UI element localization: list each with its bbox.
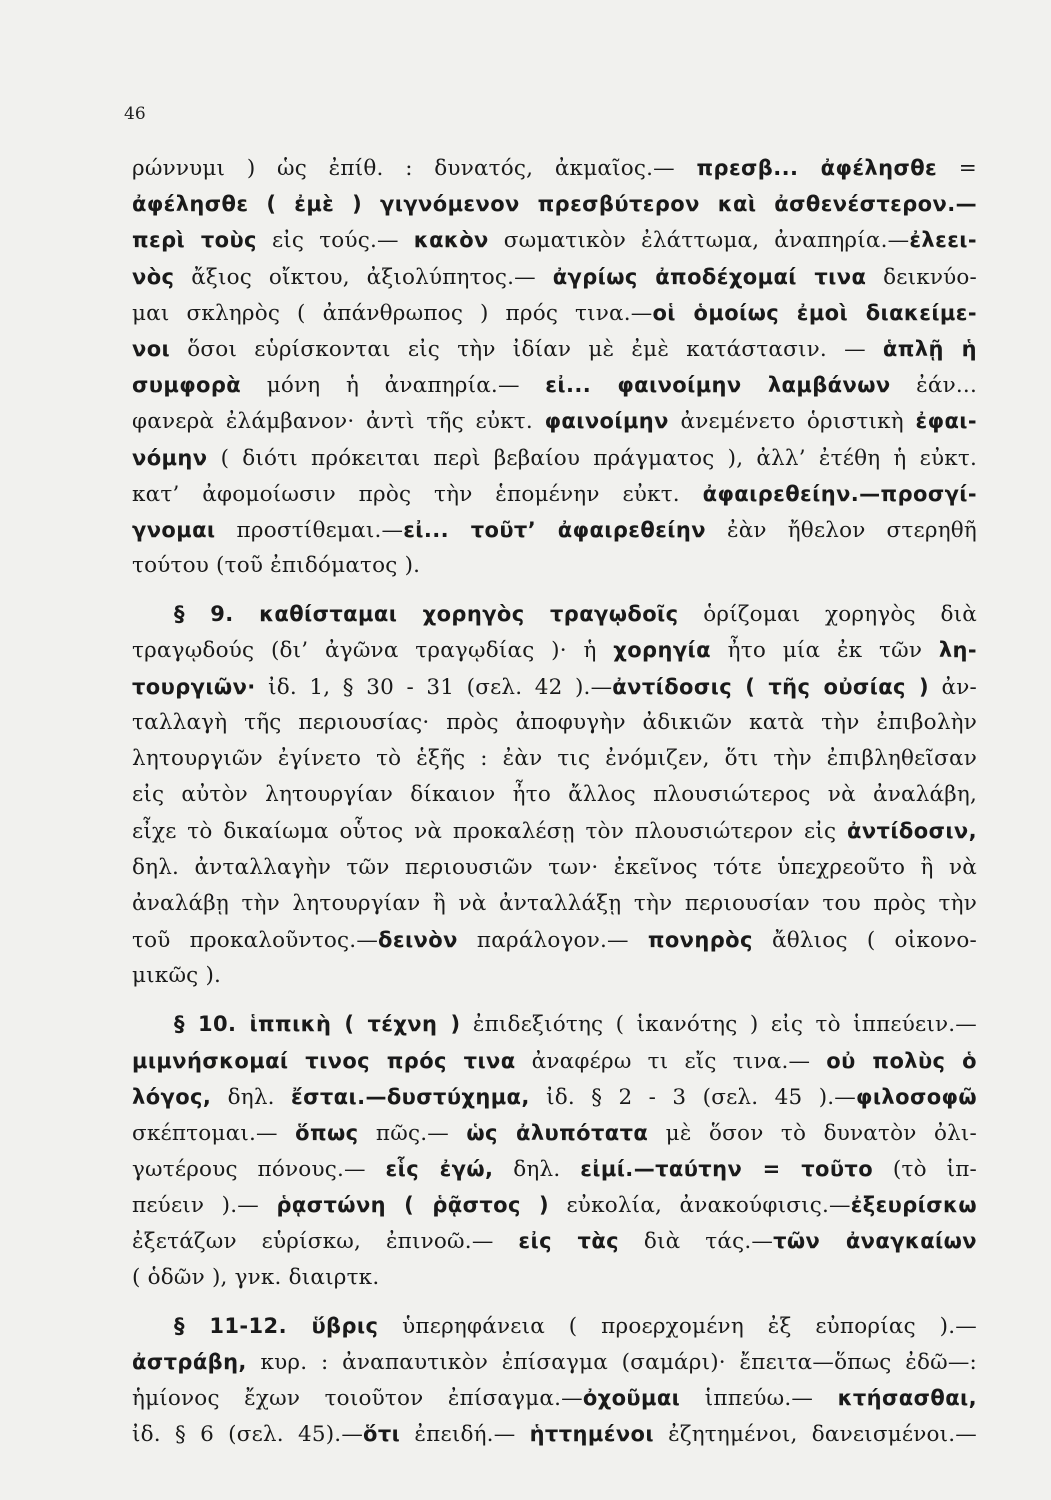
text-line [132,548,977,584]
keyword-term: λη- [938,638,977,663]
text-line [132,1043,977,1079]
gloss-text: πῶς.— [358,1120,467,1146]
gloss-text: ἐξετάζων εὑρίσκω, ἐπινοῶ.— [132,1229,519,1255]
keyword-term: ὅπως [295,1120,359,1145]
text-line [132,1079,977,1115]
gloss-text: μόνη ἡ ἀναπηρία.— [241,373,546,399]
text-line [132,922,977,958]
keyword-term: πρεσβ... ἀφέλησθε [696,156,938,180]
text-line [132,1006,977,1042]
keyword-term: εἰ... τοῦτ’ ἀφαιρεθείην [403,517,706,542]
keyword-term: § 10. ἱππικὴ ( τέχνη ) [174,1012,461,1037]
gloss-text: ἀνεμένετο ὁριστικὴ [668,409,916,435]
text-line [132,150,977,186]
document-body [132,150,977,1453]
gloss-text: τραγῳδούς (δι’ ἀγῶνα τραγῳδίας )· ἡ [132,638,614,664]
gloss-text: ἦτο μία ἐκ τῶν [710,638,939,664]
text-line [132,1344,977,1380]
page-number: 46 [124,104,146,124]
gloss-text: ἐάν... [890,373,977,399]
gloss-text: εὐκολία, ἀνακούφισις.— [548,1193,851,1219]
text-line [132,1308,977,1344]
gloss-text: ὅσοι εὑρίσκονται εἰς τὴν ἰδίαν μὲ ἐμὲ κατάστασιν. — [170,336,883,362]
gloss-text: δηλ. ἀνταλλαγὴν τῶν περιουσιῶν των· ἐκεῖνος τότε ὑπεχρεοῦτο ἢ νὰ [132,854,977,880]
keyword-term: § 9. καθίσταμαι χορηγὸς τραγῳδοῖς [174,602,679,627]
gloss-text: ἐπιδεξιότης ( ἱκανότης ) εἰς τὸ ἱππεύειν.— [460,1012,977,1038]
keyword-term: συμφορὰ [132,373,242,398]
gloss-text: διὰ τάς.— [619,1229,774,1255]
gloss-text: γωτέρους πόνους.— [132,1157,386,1183]
keyword-term: νόμην [132,445,208,470]
text-line [132,259,977,295]
gloss-text: μὲ ὅσον τὸ δυνατὸν ὀλι- [648,1120,978,1146]
keyword-term: εἰ... φαινοίμην λαμβάνων [545,373,891,398]
keyword-term: ὡς ἀλυπότατα [466,1120,649,1145]
keyword-term: ἀφαιρεθείην.—προσγί- [702,481,977,506]
keyword-term: ἁπλῇ ἡ [882,336,977,361]
keyword-term: ἀντίδοσιν, [847,819,977,844]
keyword-term: εἰμί.—ταύτην = τοῦτο [580,1157,874,1182]
gloss-text: κατ’ ἀφομοίωσιν πρὸς τὴν ἑπομένην εὐκτ. [132,481,703,507]
keyword-term: γνομαι [132,517,216,542]
gloss-text: σωματικὸν ἐλάττωμα, ἀναπηρία.— [488,228,910,254]
text-line [132,1115,977,1151]
gloss-text: ἄξιος οἴκτου, ἀξιολύπητος.— [174,264,553,290]
text-line [132,850,977,886]
keyword-term: λόγος, [132,1084,212,1109]
gloss-text: ἱππεύω.— [680,1386,838,1412]
gloss-text: ἀναφέρω τι εἴς τινα.— [515,1048,827,1074]
text-line [132,886,977,922]
gloss-text: ἐπειδή.— [400,1422,530,1448]
gloss-text: ρώννυμι ) ὡς ἐπίθ. : δυνατός, ἀκμαῖος.— [132,156,697,181]
keyword-term: νὸς [132,264,175,289]
gloss-text: εἶχε τὸ δικαίωμα οὗτος νὰ προκαλέσῃ τὸν πλουσιώτερον εἰς [132,819,847,845]
text-line [132,331,977,367]
gloss-text: ἰδ. 1, § 30 - 31 (σελ. 42 ).— [255,674,613,700]
gloss-text: ( ὁδῶν ), γνκ. διαιρτκ. [132,1264,380,1290]
text-line [132,1223,977,1259]
keyword-term: φιλοσοφῶ [856,1084,978,1109]
gloss-text: ἀναλάβῃ τὴν λητουργίαν ἢ νὰ ἀνταλλάξῃ τὴν περιουσίαν του πρὸς τὴν [132,890,977,916]
gloss-text: ( διότι πρόκειται περὶ βεβαίου πράγματος ), ἀλλ’ ἐτέθη ἡ εὐκτ. [207,445,977,471]
text-line [132,669,977,705]
gloss-text: ἰδ. § 6 (σελ. 45).— [132,1422,364,1448]
gloss-text: ἐὰν ἤθελον στερηθῆ [705,517,978,543]
text-line [132,440,977,476]
gloss-text: εἰς αὐτὸν λητουργίαν δίκαιον ἦτο ἄλλος πλουσιώτερος νὰ ἀναλάβη, [132,782,977,808]
keyword-term: ἐλεει- [909,228,977,253]
gloss-text: σκέπτομαι.— [132,1120,296,1146]
gloss-text: παράλογον.— [457,927,648,953]
gloss-text: τοῦ προκαλοῦντος.— [132,927,379,953]
text-line [132,632,977,668]
keyword-term: κτήσασθαι, [837,1386,977,1411]
gloss-text: τούτου (τοῦ ἐπιδόματος ). [132,553,421,579]
keyword-term: ἀντίδοσις ( τῆς οὐσίας ) [612,674,930,699]
text-line [132,186,977,222]
gloss-text: ἐζητημένοι, δανεισμένοι.— [653,1422,977,1448]
gloss-text: ἡμίονος ἔχων τοιοῦτον ἐπίσαγμα.— [132,1386,583,1412]
keyword-term: ἀστράβη, [132,1350,247,1374]
gloss-text: δηλ. [211,1084,292,1110]
gloss-text: ἄθλιος ( οἰκονο- [752,927,977,953]
text-line [132,777,977,813]
keyword-term: τῶν ἀναγκαίων [773,1229,977,1254]
text-line [132,741,977,777]
gloss-text: δηλ. [493,1157,581,1183]
gloss-text: πεύειν ).— [132,1193,277,1219]
text-line [132,813,977,849]
keyword-term: ὀχοῦμαι [582,1386,681,1411]
keyword-term: ὅτι [363,1422,401,1447]
keyword-term: μιμνήσκομαί τινος πρός τινα [132,1048,516,1073]
text-line [132,596,977,632]
text-line [132,958,977,994]
keyword-term: τουργιῶν· [132,674,256,699]
keyword-term: νοι [132,336,171,361]
keyword-term: εἷς ἐγώ, [385,1157,494,1182]
keyword-term: ἔσται.—δυστύχημα, [291,1084,530,1109]
gloss-text: = [937,156,977,181]
text-line [132,403,977,439]
keyword-term: ἡττημένοι [529,1422,654,1447]
gloss-text: ἀν- [929,674,977,700]
gloss-text: κυρ. : ἀναπαυτικὸν ἐπίσαγμα (σαμάρι)· ἔπειτα—ὅπως ἐδῶ—: [246,1350,977,1375]
gloss-text: λητουργιῶν ἐγίνετο τὸ ἑξῆς : ἐὰν τις ἐνόμιζεν, ὅτι τὴν ἐπιβληθεῖσαν [132,746,977,771]
gloss-text: δεικνύο- [866,264,978,290]
gloss-text: ὑπερηφάνεια ( προερχομένη ἐξ εὐπορίας ).— [378,1313,977,1339]
gloss-text: προστίθεμαι.— [215,517,404,543]
gloss-text: μικῶς ). [132,963,222,989]
gloss-text: (τὸ ἱπ- [873,1157,977,1183]
keyword-term: οὐ πολὺς ὁ [826,1048,977,1073]
keyword-term: φαινοίμην [544,409,669,434]
gloss-text: εἰς τούς.— [256,228,414,254]
text-line [132,367,977,403]
text-line [132,512,977,548]
keyword-term: ἀφέλησθε ( ἐμὲ ) γιγνόμενον πρεσβύτερον καὶ ἀσθενέστερον.— [132,192,977,217]
keyword-term: εἰς τὰς [518,1229,619,1254]
keyword-term: κακὸν [413,228,489,253]
keyword-term: πονηρὸς [647,927,753,952]
gloss-text: μαι σκληρὸς ( ἀπάνθρωπος ) πρός τινα.— [132,300,653,326]
text-line [132,1187,977,1223]
keyword-term: δεινὸν [378,927,458,952]
keyword-term: ἐφαι- [915,409,977,434]
gloss-text: ταλλαγὴ τῆς περιουσίας· πρὸς ἀποφυγὴν ἀδικιῶν κατὰ τὴν ἐπιβολὴν [132,709,977,735]
keyword-term: περὶ τοὺς [132,228,257,253]
keyword-term: οἱ ὁμοίως ἐμοὶ διακείμε- [652,300,977,325]
text-line [132,1380,977,1416]
keyword-term: ῥᾳστώνη ( ῥᾷστος ) [276,1193,549,1218]
text-line [132,705,977,741]
keyword-term: χορηγία [613,638,711,663]
text-line [132,1416,977,1452]
text-line [132,1151,977,1187]
gloss-text: φανερὰ ἐλάμβανον· ἀντὶ τῆς εὐκτ. [132,409,545,435]
text-line [132,476,977,512]
keyword-term: ἐξευρίσκω [850,1193,977,1218]
text-line [132,1260,977,1296]
keyword-term: § 11-12. ὕβρις [174,1313,379,1338]
keyword-term: ἀγρίως ἀποδέχομαί τινα [552,264,867,289]
gloss-text: ἰδ. § 2 - 3 (σελ. 45 ).— [529,1084,857,1110]
gloss-text: ὁρίζομαι χορηγὸς διὰ [678,602,977,628]
text-line [132,222,977,258]
text-line [132,295,977,331]
